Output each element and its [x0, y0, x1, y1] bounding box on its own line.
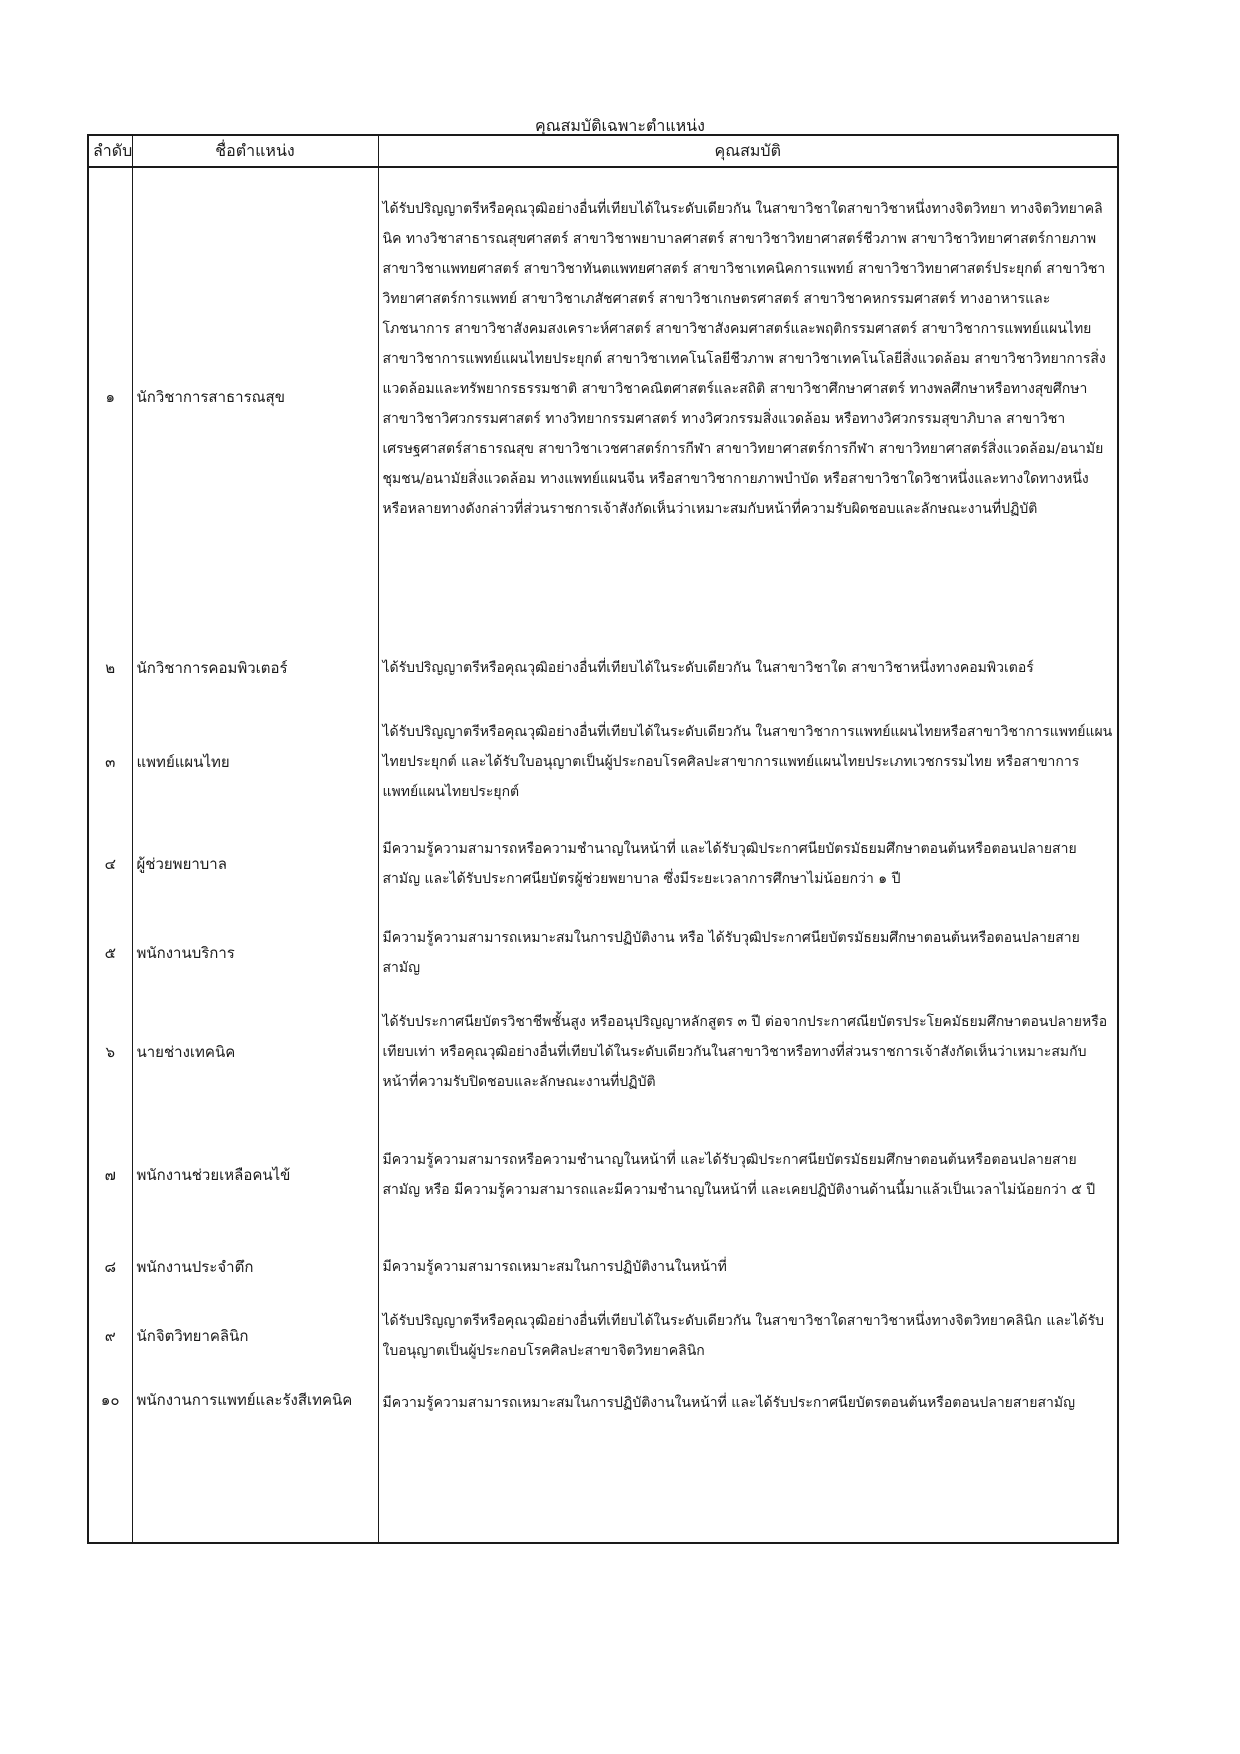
row-qualification: มีความรู้ความสามารถเหมาะสมในการปฏิบัติงาน หรือ ได้รับวุฒิประกาศนียบัตรมัธยมศึกษาตอนต้นหรือตอนปลายสายสามัญ [378, 914, 1118, 992]
row-no: ๒ [88, 626, 132, 710]
row-position: พนักงานบริการ [132, 914, 378, 992]
table-row [88, 626, 1118, 710]
row-position: พนักงานการแพทย์และรังสีเทคนิค [132, 1376, 378, 1543]
row-no: ๕ [88, 914, 132, 992]
row-position: แพทย์แผนไทย [132, 710, 378, 814]
table-row [88, 1112, 1118, 1238]
row-position: นักวิชาการสาธารณสุข [132, 167, 378, 626]
header-no: ลำดับ [88, 135, 132, 167]
table-row [88, 1296, 1118, 1376]
row-no: ๔ [88, 814, 132, 914]
table-header-row [88, 135, 1118, 167]
table-row [88, 814, 1118, 914]
row-no: ๖ [88, 992, 132, 1112]
row-qualification: มีความรู้ความสามารถหรือความชำนาญในหน้าที่ และได้รับวุฒิประกาศนียบัตรมัธยมศึกษาตอนต้นหรือตอนปลายสายสามัญ หรือ มีความรู้ความสามารถและมีความชำนาญในหน้าที่ และเคยปฏิบัติงานด้านนี้มาแล้วเป็นเวลาไม่น้อยกว่า ๕ ปี [378, 1112, 1118, 1238]
row-qualification: มีความรู้ความสามารถเหมาะสมในการปฏิบัติงานในหน้าที่ [378, 1238, 1118, 1296]
row-no: ๓ [88, 710, 132, 814]
row-no: ๘ [88, 1238, 132, 1296]
qualifications-table [87, 134, 1119, 1544]
header-position: ชื่อตำแหน่ง [132, 135, 378, 167]
table-row [88, 710, 1118, 814]
row-no: ๑๐ [88, 1376, 132, 1543]
table-row [88, 914, 1118, 992]
row-position: นักจิตวิทยาคลินิก [132, 1296, 378, 1376]
row-qualification: ได้รับปริญญาตรีหรือคุณวุฒิอย่างอื่นที่เทียบได้ในระดับเดียวกัน ในสาขาวิชาการแพทย์แผนไทยหรือสาขาวิชาการแพทย์แผนไทยประยุกต์ และได้รับใบอนุญาตเป็นผู้ประกอบโรคศิลปะสาขาการแพทย์แผนไทยประเภทเวชกรรมไทย หรือสาขาการแพทย์แผนไทยประยุกต์ [378, 710, 1118, 814]
table-row [88, 1238, 1118, 1296]
table-row [88, 1376, 1118, 1543]
row-position: นายช่างเทคนิค [132, 992, 378, 1112]
row-no: ๑ [88, 167, 132, 626]
row-qualification: ได้รับปริญญาตรีหรือคุณวุฒิอย่างอื่นที่เทียบได้ในระดับเดียวกัน ในสาขาวิชาใดสาขาวิชาหนึ่งทางจิตวิทยา ทางจิตวิทยาคลินิค ทางวิชาสาธารณสุขศาสตร์ สาขาวิชาพยาบาลศาสตร์ สาขาวิชาวิทยาศาสตร์ชีวภาพ สาขาวิชาวิทยาศาสตร์กายภาพ สาขาวิชาแพทยศาสตร์ สาขาวิชาทันตแพทยศาสตร์ สาขาวิชาเทคนิคการแพทย์ สาขาวิชาวิทยาศาสตร์ประยุกต์ สาขาวิชาวิทยาศาสตร์การแพทย์ สาขาวิชาเภสัชศาสตร์ สาขาวิชาเกษตรศาสตร์ สาขาวิชาคหกรรมศาสตร์ ทางอาหารและโภชนาการ สาขาวิชาสังคมสงเคราะห์ศาสตร์ สาขาวิชาสังคมศาสตร์และพฤติกรรมศาสตร์ สาขาวิชาการแพทย์แผนไทย สาขาวิชาการแพทย์แผนไทยประยุกต์ สาขาวิชาเทคโนโลยีชีวภาพ สาขาวิชาเทคโนโลยีสิ่งแวดล้อม สาขาวิชาวิทยาการสิ่งแวดล้อมและทรัพยากรธรรมชาติ สาขาวิชาคณิตศาสตร์และสถิติ สาขาวิชาศึกษาศาสตร์ ทางพลศึกษาหรือทางสุขศึกษา สาขาวิชาวิศวกรรมศาสตร์ ทางวิทยากรรมศาสตร์ ทางวิศวกรรมสิ่งแวดล้อม หรือทางวิศวกรรมสุขาภิบาล สาขาวิชาเศรษฐศาสตร์สาธารณสุข สาขาวิชาเวชศาสตร์การกีฬา สาขาวิทยาศาสตร์การกีฬา สาขาวิทยาศาสตร์สิ่งแวดล้อม/อนามัยชุมชน/อนามัยสิ่งแวดล้อม ทางแพทย์แผนจีน หรือสาขาวิชากายภาพบำบัด หรือสาขาวิชาใดวิชาหนึ่งและทางใดทางหนึ่งหรือหลายทางดังกล่าวที่ส่วนราชการเจ้าสังกัดเห็นว่าเหมาะสมกับหน้าที่ความรับผิดชอบและลักษณะงานที่ปฏิบัติ [378, 167, 1118, 626]
table-row [88, 992, 1118, 1112]
table-row [88, 167, 1118, 626]
row-qualification: มีความรู้ความสามารถเหมาะสมในการปฏิบัติงานในหน้าที่ และได้รับประกาศนียบัตรตอนต้นหรือตอนปลายสายสามัญ [378, 1376, 1118, 1543]
document-title: คุณสมบัติเฉพาะตำแหน่ง [535, 116, 705, 135]
row-qualification: ได้รับปริญญาตรีหรือคุณวุฒิอย่างอื่นที่เทียบได้ในระดับเดียวกัน ในสาขาวิชาใดสาขาวิชาหนึ่งทางจิตวิทยาคลินิก และได้รับใบอนุญาตเป็นผู้ประกอบโรคศิลปะสาขาจิตวิทยาคลินิก [378, 1296, 1118, 1376]
row-position: พนักงานประจำตึก [132, 1238, 378, 1296]
row-no: ๗ [88, 1112, 132, 1238]
row-position: พนักงานช่วยเหลือคนไข้ [132, 1112, 378, 1238]
row-qualification: ได้รับประกาศนียบัตรวิชาชีพชั้นสูง หรืออนุปริญญาหลักสูตร ๓ ปี ต่อจากประกาศณียบัตรประโยคมัธยมศึกษาตอนปลายหรือเทียบเท่า หรือคุณวุฒิอย่างอื่นที่เทียบได้ในระดับเดียวกันในสาขาวิชาหรือทางที่ส่วนราชการเจ้าสังกัดเห็นว่าเหมาะสมกับหน้าที่ความรับปิดชอบและลักษณะงานที่ปฏิบัติ [378, 992, 1118, 1112]
header-qualification: คุณสมบัติ [378, 135, 1118, 167]
row-no: ๙ [88, 1296, 132, 1376]
row-qualification: ได้รับปริญญาตรีหรือคุณวุฒิอย่างอื่นที่เทียบได้ในระดับเดียวกัน ในสาขาวิชาใด สาขาวิชาหนึ่งทางคอมพิวเตอร์ [378, 626, 1118, 710]
row-position: ผู้ช่วยพยาบาล [132, 814, 378, 914]
row-position: นักวิชาการคอมพิวเตอร์ [132, 626, 378, 710]
row-qualification: มีความรู้ความสามารถหรือความชำนาญในหน้าที่ และได้รับวุฒิประกาศนียบัตรมัธยมศึกษาตอนต้นหรือตอนปลายสายสามัญ และได้รับประกาศนียบัตรผู้ช่วยพยาบาล ซึ่งมีระยะเวลาการศึกษาไม่น้อยกว่า ๑ ปี [378, 814, 1118, 914]
